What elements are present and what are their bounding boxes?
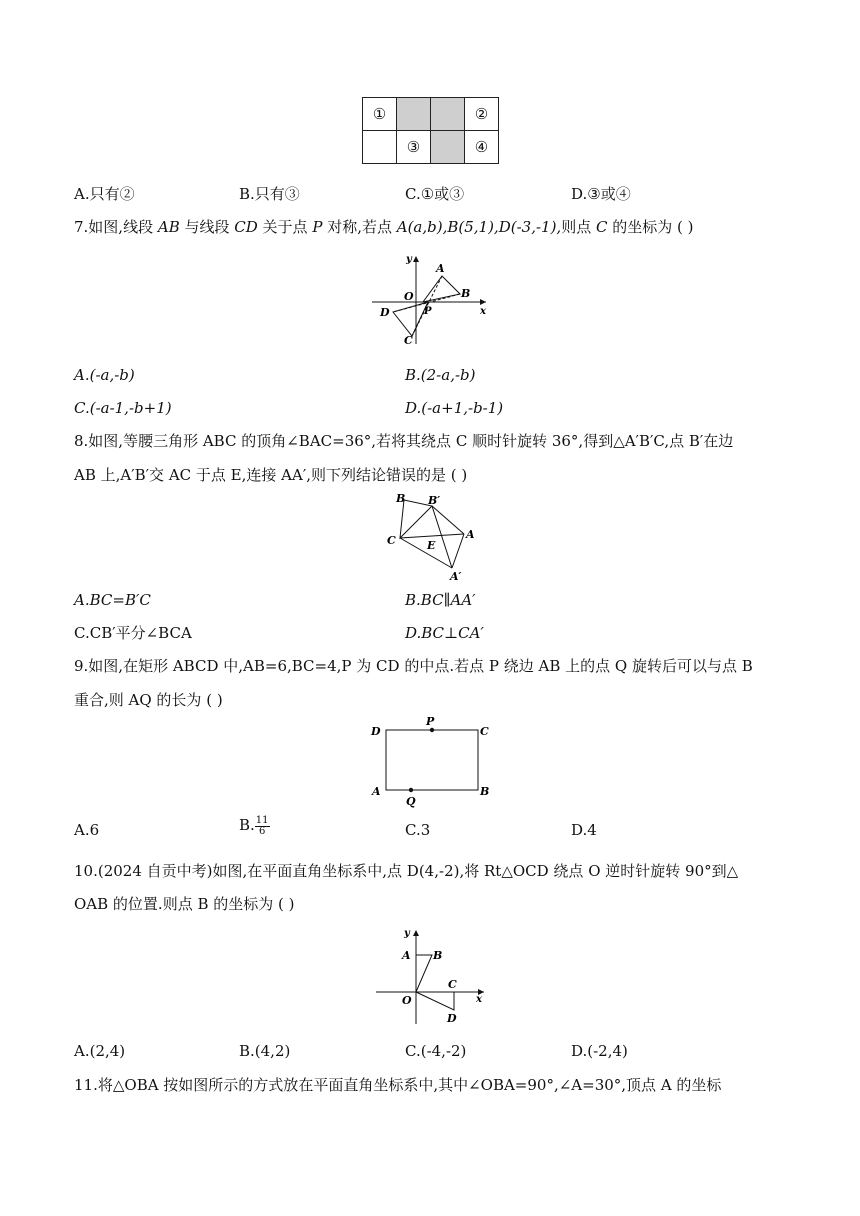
label-b-prime: B′ — [428, 494, 441, 507]
q10-option-d: D.(-2,4) — [571, 1042, 628, 1060]
grid-cell: ① — [363, 98, 397, 131]
q8-triangle-figure — [382, 490, 482, 584]
q6-option-b: B.只有③ — [239, 185, 300, 203]
label-y: y — [406, 254, 412, 265]
q6-option-a: A.只有② — [74, 185, 135, 203]
q7-option-c: C.(-a-1,-b+1) — [74, 399, 172, 417]
q9-stem-line1: 9.如图,在矩形 ABCD 中,AB=6,BC=4,P 为 CD 的中点.若点 P 绕边 AB 上的点 Q 旋转后可以与点 B — [74, 657, 753, 675]
label-c: C — [404, 334, 413, 347]
label-x: x — [476, 994, 482, 1005]
label-a: A — [372, 785, 381, 798]
grid-cell-shaded — [431, 98, 465, 131]
label-a: A — [436, 262, 445, 275]
q10-coordinate-figure — [372, 924, 488, 1026]
fraction: $\frac{11}{6}$ — [255, 814, 269, 837]
q8-option-a: A.BC=B′C — [74, 591, 151, 609]
label-o: O — [402, 994, 412, 1007]
label-y: y — [404, 928, 410, 939]
q10-option-a: A.(2,4) — [74, 1042, 126, 1060]
q8-option-c: C.CB′平分∠BCA — [74, 624, 192, 642]
label-c: C — [480, 725, 489, 738]
label-d: D — [371, 725, 381, 738]
label-x: x — [480, 306, 486, 317]
grid-cell: ② — [465, 98, 499, 131]
grid-cell: ③ — [397, 131, 431, 164]
q7-option-d: D.(-a+1,-b-1) — [405, 399, 504, 417]
q8-stem-line1: 8.如图,等腰三角形 ABC 的顶角∠BAC=36°,若将其绕点 C 顺时针旋转 36°,得到△A′B′C,点 B′在边 — [74, 432, 734, 450]
label-b: B — [433, 949, 443, 962]
label-b: B — [480, 785, 490, 798]
q9-stem-line2: 重合,则 AQ 的长为 ( ) — [74, 691, 223, 709]
q7-stem: 7.如图,线段 AB 与线段 CD 关于点 P 对称,若点 A(a,b),B(5,1),D(-3,-1),则点 C 的坐标为 ( ) — [74, 218, 694, 236]
q10-stem-line2: OAB 的位置.则点 B 的坐标为 ( ) — [74, 895, 295, 913]
grid-cell-shaded — [431, 131, 465, 164]
q10-stem-line1: 10.(2024 自贡中考)如图,在平面直角坐标系中,点 D(4,-2),将 Rt△OCD 绕点 O 逆时针旋转 90°到△ — [74, 862, 739, 880]
q9-option-d: D.4 — [571, 821, 597, 839]
q6-option-d: D.③或④ — [571, 185, 631, 203]
q8-option-d: D.BC⊥CA′ — [405, 624, 484, 642]
q11-stem-line1: 11.将△OBA 按如图所示的方式放在平面直角坐标系中,其中∠OBA=90°,∠A=30°,顶点 A 的坐标 — [74, 1076, 722, 1094]
grid-cell: ④ — [465, 131, 499, 164]
q9-option-a: A.6 — [74, 821, 100, 839]
label-a-prime: A′ — [450, 570, 462, 583]
q9-option-c: C.3 — [405, 821, 431, 839]
q7-coordinate-figure — [368, 250, 492, 348]
grid-cell — [363, 131, 397, 164]
grid-cell-shaded — [397, 98, 431, 131]
label-d: D — [447, 1012, 457, 1025]
q8-stem-line2: AB 上,A′B′交 AC 于点 E,连接 AA′,则下列结论错误的是 ( ) — [74, 466, 468, 484]
label-q: Q — [406, 795, 416, 808]
label-c: C — [387, 534, 396, 547]
label-d: D — [380, 306, 390, 319]
label-p: P — [424, 306, 432, 317]
q10-option-c: C.(-4,-2) — [405, 1042, 467, 1060]
label-e: E — [427, 539, 436, 552]
q7-option-b: B.(2-a,-b) — [405, 366, 476, 384]
q9-option-b: B. $\frac{11}{6}$ — [239, 814, 269, 837]
label-b: B — [461, 287, 471, 300]
label-a: A — [402, 949, 411, 962]
label-b: B — [396, 492, 406, 505]
label-o: O — [404, 290, 414, 303]
q10-option-b: B.(4,2) — [239, 1042, 291, 1060]
q7-option-a: A.(-a,-b) — [74, 366, 135, 384]
q6-grid-figure — [362, 97, 499, 164]
q6-option-c: C.①或③ — [405, 185, 465, 203]
label-a: A — [466, 528, 475, 541]
label-p: P — [426, 715, 435, 728]
q9-rectangle-figure — [366, 712, 496, 808]
q8-option-b: B.BC∥AA′ — [405, 591, 476, 609]
label-c: C — [448, 978, 457, 991]
